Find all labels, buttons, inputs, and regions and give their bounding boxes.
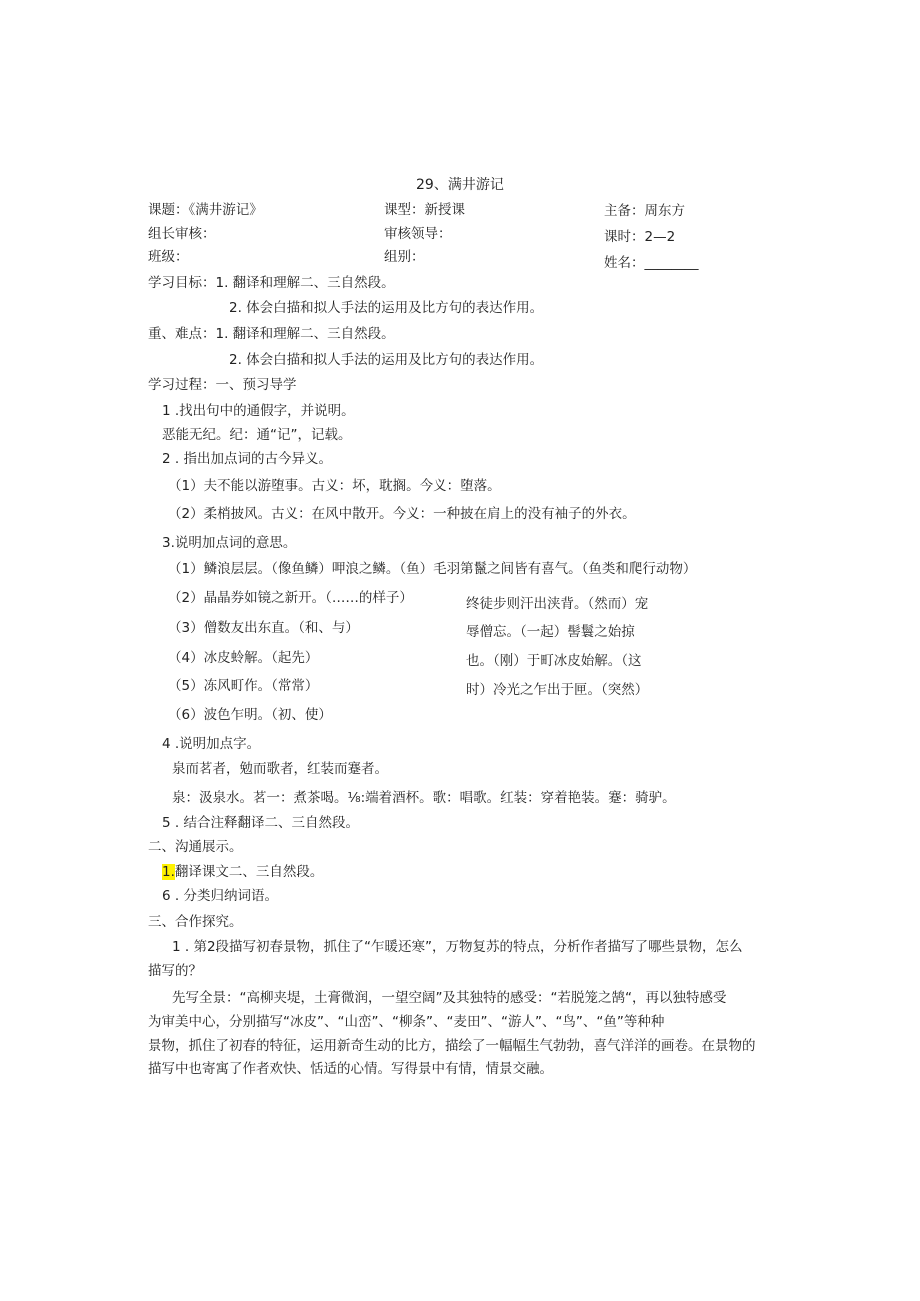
- section3-label: 三、合作探究。: [148, 914, 243, 930]
- process-q5: 5 . 结合注释翻译二、三自然段。: [162, 815, 359, 831]
- key-line1: 重、难点：1. 翻译和理解二、三自然段。: [148, 326, 395, 342]
- header-topic: 课题：《满井游记》: [148, 202, 263, 218]
- process-q2-1: （1）夫不能以游堕事。古义：坏，耽搁。今义：堕落。: [168, 478, 501, 494]
- section2-item6: 6 . 分类归纳词语。: [162, 888, 278, 904]
- process-q1: 1 .找出句中的通假字，并说明。: [162, 403, 355, 419]
- header-name: 姓名：________: [604, 255, 699, 271]
- process-q2-2: （2）柔梢披风。古义：在风中散开。今义：一种披在肩上的没有袖子的外衣。: [168, 506, 636, 522]
- section2-item1: [162, 866, 323, 880]
- process-label: 学习过程：一、预习导学: [148, 377, 297, 393]
- process-right-1: 终徒步则汗出浃背。（然而）宠: [466, 596, 649, 612]
- process-q4-text: 泉而茗者，勉而歌者，红装而蹇者。: [172, 761, 388, 777]
- process-right-4: 时）冷光之乍出于匣。（突然）: [466, 682, 649, 698]
- section3-question-line2: 描写的？: [148, 963, 202, 979]
- process-q3-4: （4）冰皮蛉解。（起先）: [168, 650, 319, 666]
- process-q3: 3.说明加点词的意思。: [162, 535, 297, 551]
- process-q3-5: （5）冻风町作。（常常）: [168, 678, 319, 694]
- process-q3-6: （6）波色乍明。（初、使）: [168, 707, 332, 723]
- process-q3-2: （2）晶晶券如镜之新开。（……的样子）: [168, 590, 413, 606]
- goals-line1: 学习目标：1. 翻译和理解二、三自然段。: [148, 275, 395, 291]
- section3-answer-line4: 描写中也寄寓了作者欢快、恬适的心情。写得景中有情，情景交融。: [148, 1061, 553, 1077]
- section2-item1-number: 1.: [162, 864, 175, 880]
- section3-answer-line2: 为审美中心，分别描写“冰皮”、“山峦”、“柳条”、“麦田”、“游人”、“鸟”、“鱼”等种种: [148, 1014, 665, 1030]
- section3-answer-line3: 景物，抓住了初春的特征，运用新奇生动的比方，描绘了一幅幅生气勃勃，喜气洋洋的画卷。在景物的: [148, 1038, 756, 1054]
- page-title: 29、满井游记: [416, 177, 504, 193]
- header-class: 班级：: [148, 249, 189, 265]
- section3-question-line1: 1 . 第2段描写初春景物，抓住了“乍暖还寒”，万物复苏的特点，分析作者描写了哪些景物，怎么: [172, 939, 743, 955]
- goals-line2: 2. 体会白描和拟人手法的运用及比方句的表达作用。: [229, 300, 544, 316]
- process-q4: 4 .说明加点字。: [162, 736, 261, 752]
- process-q4-answer: 泉：汲泉水。茗一：煮茶喝。⅛:端着酒杯。歌：唱歌。红装：穿着艳装。蹇：骑驴。: [172, 790, 676, 806]
- process-q1-answer: 恶能无纪。纪：通“记”，记载。: [162, 427, 352, 443]
- process-right-2: 辱僧忘。（一起）髻鬟之始掠: [466, 624, 635, 640]
- header-lead: 主备：周东方: [604, 203, 685, 219]
- section2-label: 二、沟通展示。: [148, 839, 243, 855]
- section3-answer-line1: 先写全景：“高柳夹堤，土膏微润，一望空阔”及其独特的感受：“若脱笼之鹄“，再以独特感受: [172, 990, 727, 1006]
- key-line2: 2. 体会白描和拟人手法的运用及比方句的表达作用。: [229, 352, 544, 368]
- header-leader: 审核领导：: [384, 226, 452, 242]
- header-period: 课时：2—2: [604, 229, 676, 245]
- header-reviewer: 组长审核：: [148, 226, 216, 242]
- process-q2: 2 . 指出加点词的古今异义。: [162, 451, 332, 467]
- process-q3-1: （1）鳞浪层层。（像鱼鳞）呷浪之鳞。（鱼）毛羽第鬣之间皆有喜气。（鱼类和爬行动物）: [168, 561, 697, 577]
- section2-item1-text: 翻译课文二、三自然段。: [174, 864, 324, 880]
- header-group: 组别：: [384, 249, 425, 265]
- process-q3-3: （3）僧数友出东直。（和、与）: [168, 620, 359, 636]
- process-right-3: 也。（刚）于町冰皮始解。（这: [466, 653, 642, 669]
- header-course-type: 课型：新授课: [384, 202, 465, 218]
